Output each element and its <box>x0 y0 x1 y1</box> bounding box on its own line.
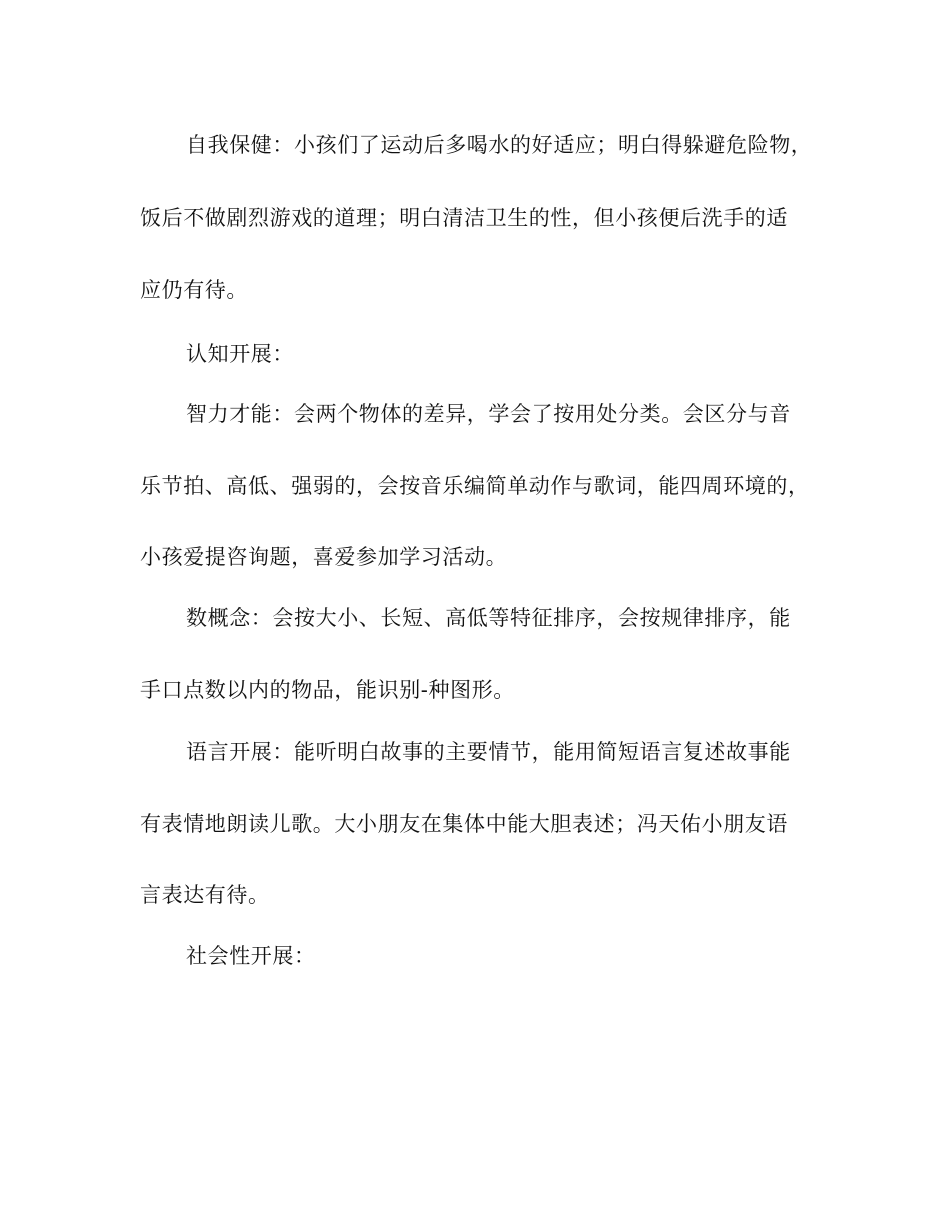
paragraph-language-line-3: 言表达有待。 <box>140 883 270 907</box>
paragraph-number-line-2: 手口点数以内的物品，能识别-种图形。 <box>140 678 515 702</box>
section-heading-cognitive: 认知开展： <box>186 342 294 366</box>
paragraph-language-line-2: 有表情地朗读儿歌。大小朋友在集体中能大胆表述；冯天佑小朋友语 <box>140 812 788 836</box>
paragraph-language-line-1: 语言开展：能听明白故事的主要情节，能用简短语言复述故事能 <box>186 740 791 764</box>
paragraph-intellect-line-2: 乐节拍、高低、强弱的，会按音乐编简单动作与歌词，能四周环境的， <box>140 474 810 498</box>
paragraph-intellect-line-1: 智力才能：会两个物体的差异，学会了按用处分类。会区分与音 <box>186 402 791 426</box>
paragraph-number-line-1: 数概念：会按大小、长短、高低等特征排序，会按规律排序，能 <box>186 606 791 630</box>
paragraph-self-care-line-1: 自我保健：小孩们了运动后多喝水的好适应；明白得躲避危险物， <box>186 133 813 157</box>
paragraph-intellect-line-3: 小孩爱提咨询题，喜爱参加学习活动。 <box>140 545 508 569</box>
paragraph-self-care-line-3: 应仍有待。 <box>140 278 248 302</box>
section-heading-social: 社会性开展： <box>186 944 316 968</box>
paragraph-self-care-line-2: 饭后不做剧烈游戏的道理；明白清洁卫生的性，但小孩便后洗手的适 <box>140 206 788 230</box>
